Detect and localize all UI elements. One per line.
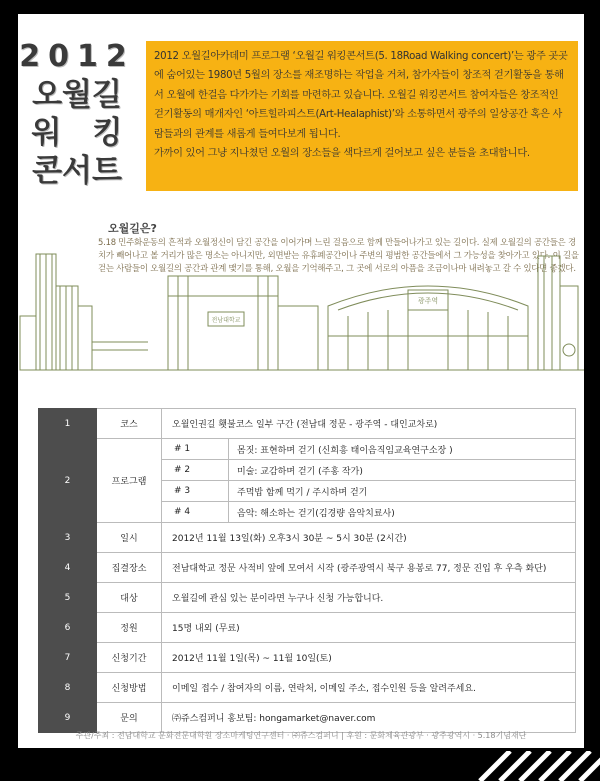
table-row (39, 703, 576, 733)
program-tag: # 2 (162, 460, 229, 481)
row-value: 2012년 11월 1일(목) ~ 11월 10일(토) (162, 643, 576, 673)
table-row (39, 583, 576, 613)
row-value: 15명 내외 (무료) (162, 613, 576, 643)
program-text: 음악: 해소하는 걷기(김경량 음악치료사) (229, 502, 576, 523)
info-table (38, 408, 576, 733)
row-label: 신청방법 (97, 673, 162, 703)
sponsor-footer: 주관/주최 : 전남대학교 문화전문대학원 장소마케팅연구센터 · ㈜쥬스컴퍼니 | 후원 : 문화체육관광부 · 광주광역시 · 5.18기념재단 (75, 731, 527, 740)
row-number: 4 (39, 553, 97, 583)
row-value: 2012년 11월 13일(화) 오후3시 30분 ~ 5시 30분 (2시간) (162, 523, 576, 553)
title-line-4: 콘서트 (32, 153, 122, 189)
row-number: 9 (39, 703, 97, 733)
table-row (39, 643, 576, 673)
landmark-illustration (18, 246, 584, 376)
table-row (39, 613, 576, 643)
program-tag: # 1 (162, 439, 229, 460)
row-label: 대상 (97, 583, 162, 613)
row-number: 7 (39, 643, 97, 673)
row-number: 8 (39, 673, 97, 703)
table-row (39, 409, 576, 439)
row-label: 정원 (97, 613, 162, 643)
intro-box (146, 41, 578, 191)
what-is-body: 5.18 민주화운동의 흔적과 오월정신이 담긴 공간을 이어가며 느린 걸음으로 함께 만들어나가고 있는 길이다. 실제 오월길의 공간들은 경치가 빼어나고 볼 거리가 많은 명소는 아니지만, 외면받는 유휴폐공간이나 주변의 평범한 공간들에서 그 가능성을 찾아가고 있다. 이 길을 걷는 사람들이 오월길의 공간과 관계 맺기를 통해, 오월을 기억해주고, 그 곳에 서로의 아픔을 조금이나마 내려놓고 갈 수 있다면 좋겠다. (98, 237, 579, 274)
row-label: 문의 (97, 703, 162, 733)
right-tower-drawing (528, 256, 584, 370)
row-value: 오월인권길 횃불코스 일부 구간 (전남대 정문 - 광주역 - 대인교차로) (162, 409, 576, 439)
title-line-3: 워 킹 (31, 115, 123, 151)
row-label: 일시 (97, 523, 162, 553)
program-text: 주먹밥 함께 먹기 / 주시하며 걷기 (229, 481, 576, 502)
corner-stripes-decoration (470, 751, 600, 781)
table-row (39, 523, 576, 553)
row-number: 3 (39, 523, 97, 553)
program-tag: # 3 (162, 481, 229, 502)
program-text: 몸짓: 표현하며 걷기 (신희흥 태이음직임교육연구소장 ) (229, 439, 576, 460)
station-sign-text: 광주역 (417, 297, 439, 305)
program-tag: # 4 (162, 502, 229, 523)
row-number: 2 (39, 439, 97, 523)
row-value: 오월길에 관심 있는 분이라면 누구나 신청 가능합니다. (162, 583, 576, 613)
row-value: 전남대학교 정문 사적비 앞에 모여서 시작 (광주광역시 북구 용봉로 77, 정문 진입 후 우측 화단) (162, 553, 576, 583)
row-value: ㈜쥬스컴퍼니 홍보팀: hongamarket@naver.com (162, 703, 576, 733)
intro-paragraph-1: 2012 오월길아카데미 프로그램 ‘오월길 워킹콘서트(5. 18Road Walking concert)’는 광주 곳곳에 숨어있는 1980년 5월의 장소를 재조명하는 작업을 거쳐, 참가자들이 창조적 걷기활동을 통해서 오월에 한걸음 다가가는 기회를 마련하고 있습니다. 오월길 워킹콘서트 참여자들은 창조적인 걷기활동의 매개자인 ‘아트힐라피스트(Art-Healaphist)’와 소통하면서 광주의 일상공간 혹은 사람들과의 관계를 새롭게 들여다보게 됩니다. (154, 51, 568, 140)
poster-sheet (18, 14, 584, 748)
poster-title (18, 38, 136, 190)
table-row (39, 673, 576, 703)
row-number: 5 (39, 583, 97, 613)
row-number: 1 (39, 409, 97, 439)
row-value: 이메일 접수 / 참여자의 이름, 연락처, 이메일 주소, 접수인원 등을 알려주세요. (162, 673, 576, 703)
university-sign-text: 전남대학교 (211, 317, 241, 324)
row-label: 집결장소 (97, 553, 162, 583)
row-label: 프로그램 (97, 439, 162, 523)
title-year: 2012 (19, 39, 135, 74)
what-is-heading: 오월길은? (108, 222, 157, 235)
gate-sculpture-drawing (20, 254, 148, 370)
table-row (39, 439, 576, 460)
program-text: 미술: 교감하며 걷기 (주홍 작가) (229, 460, 576, 481)
intro-paragraph-2: 가까이 있어 그냥 지나쳤던 오월의 장소들을 색다르게 걸어보고 싶은 분들을 초대합니다. (154, 148, 530, 160)
row-label: 코스 (97, 409, 162, 439)
row-label: 신청기간 (97, 643, 162, 673)
table-row (39, 553, 576, 583)
row-number: 6 (39, 613, 97, 643)
title-line-2: 오월길 (32, 77, 122, 113)
